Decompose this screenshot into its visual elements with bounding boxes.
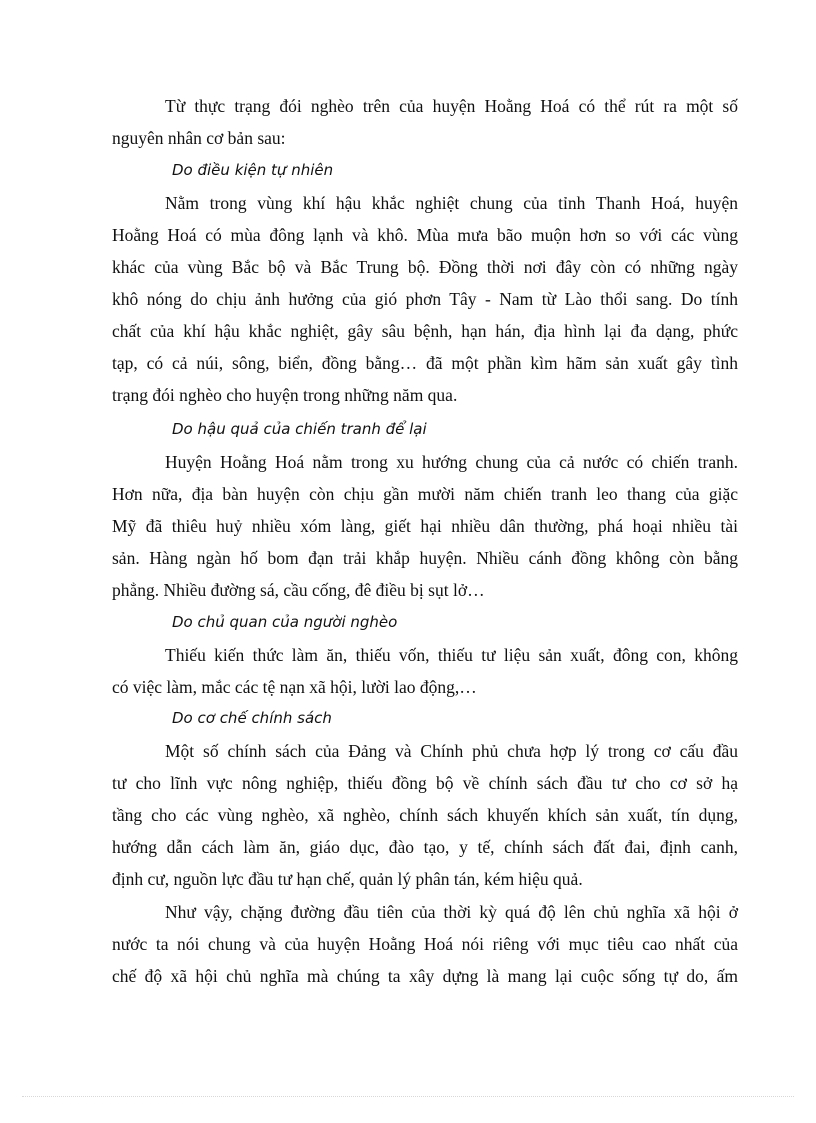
paragraph-line: Huyện Hoằng Hoá nằm trong xu hướng chung của cả nước có chiến tranh. xyxy=(165,452,738,472)
paragraph-line: trạng đói nghèo cho huyện trong những năm qua. xyxy=(112,385,458,405)
section-heading: Do điều kiện tự nhiên xyxy=(172,161,334,179)
section-heading: Do cơ chế chính sách xyxy=(172,709,332,727)
paragraph-line: nguyên nhân cơ bản sau: xyxy=(112,128,286,148)
paragraph-line: chế độ xã hội chủ nghĩa mà chúng ta xây dựng là mang lại cuộc sống tự do, ấm xyxy=(112,966,738,986)
paragraph-line: tầng cho các vùng nghèo, xã nghèo, chính sách khuyến khích sản xuất, tín dụng, xyxy=(112,805,738,825)
paragraph-line: Mỹ đã thiêu huỷ nhiều xóm làng, giết hại nhiều dân thường, phá hoại nhiều tài xyxy=(112,516,738,536)
paragraph-line: khác của vùng Bắc bộ và Bắc Trung bộ. Đồng thời nơi đây còn có những ngày xyxy=(112,257,738,277)
paragraph-line: Thiếu kiến thức làm ăn, thiếu vốn, thiếu tư liệu sản xuất, đông con, không xyxy=(165,645,738,665)
section-heading: Do hậu quả của chiến tranh để lại xyxy=(172,420,427,438)
paragraph-line: định cư, nguồn lực đầu tư hạn chế, quản lý phân tán, kém hiệu quả. xyxy=(112,869,583,889)
paragraph-line: Hơn nữa, địa bàn huyện còn chịu gần mười năm chiến tranh leo thang của giặc xyxy=(112,484,738,504)
paragraph-line: chất của khí hậu khắc nghiệt, gây sâu bệnh, hạn hán, địa hình lại đa dạng, phức xyxy=(112,321,738,341)
paragraph-line: khô nóng do chịu ảnh hưởng của gió phơn Tây - Nam từ Lào thổi sang. Do tính xyxy=(112,289,738,309)
paragraph-line: Từ thực trạng đói nghèo trên của huyện Hoằng Hoá có thể rút ra một số xyxy=(165,96,738,116)
paragraph-line: tư cho lĩnh vực nông nghiệp, thiếu đồng bộ về chính sách đầu tư cho cơ sở hạ xyxy=(112,773,738,793)
paragraph-line: nước ta nói chung và của huyện Hoằng Hoá nói riêng với mục tiêu cao nhất của xyxy=(112,934,738,954)
paragraph-line: có việc làm, mắc các tệ nạn xã hội, lười lao động,… xyxy=(112,677,477,697)
paragraph-line: tạp, có cả núi, sông, biển, đồng bằng… đã một phần kìm hãm sản xuất gây tình xyxy=(112,353,738,373)
paragraph-line: Một số chính sách của Đảng và Chính phủ chưa hợp lý trong cơ cấu đầu xyxy=(165,741,738,761)
section-heading: Do chủ quan của người nghèo xyxy=(172,613,398,631)
paragraph-line: phẳng. Nhiều đường sá, cầu cống, đê điều bị sụt lở… xyxy=(112,580,485,600)
paragraph-line: sản. Hàng ngàn hố bom đạn trải khắp huyện. Nhiều cánh đồng không còn bằng xyxy=(112,548,738,568)
paragraph-line: Nằm trong vùng khí hậu khắc nghiệt chung của tỉnh Thanh Hoá, huyện xyxy=(165,193,738,213)
paragraph-line: Hoằng Hoá có mùa đông lạnh và khô. Mùa mưa bão muộn hơn so với các vùng xyxy=(112,225,738,245)
paragraph-line: Như vậy, chặng đường đầu tiên của thời kỳ quá độ lên chủ nghĩa xã hội ở xyxy=(165,902,738,922)
page-footer-rule xyxy=(22,1096,794,1097)
paragraph-line: hướng dẫn cách làm ăn, giáo dục, đào tạo, y tế, chính sách đất đai, định canh, xyxy=(112,837,738,857)
